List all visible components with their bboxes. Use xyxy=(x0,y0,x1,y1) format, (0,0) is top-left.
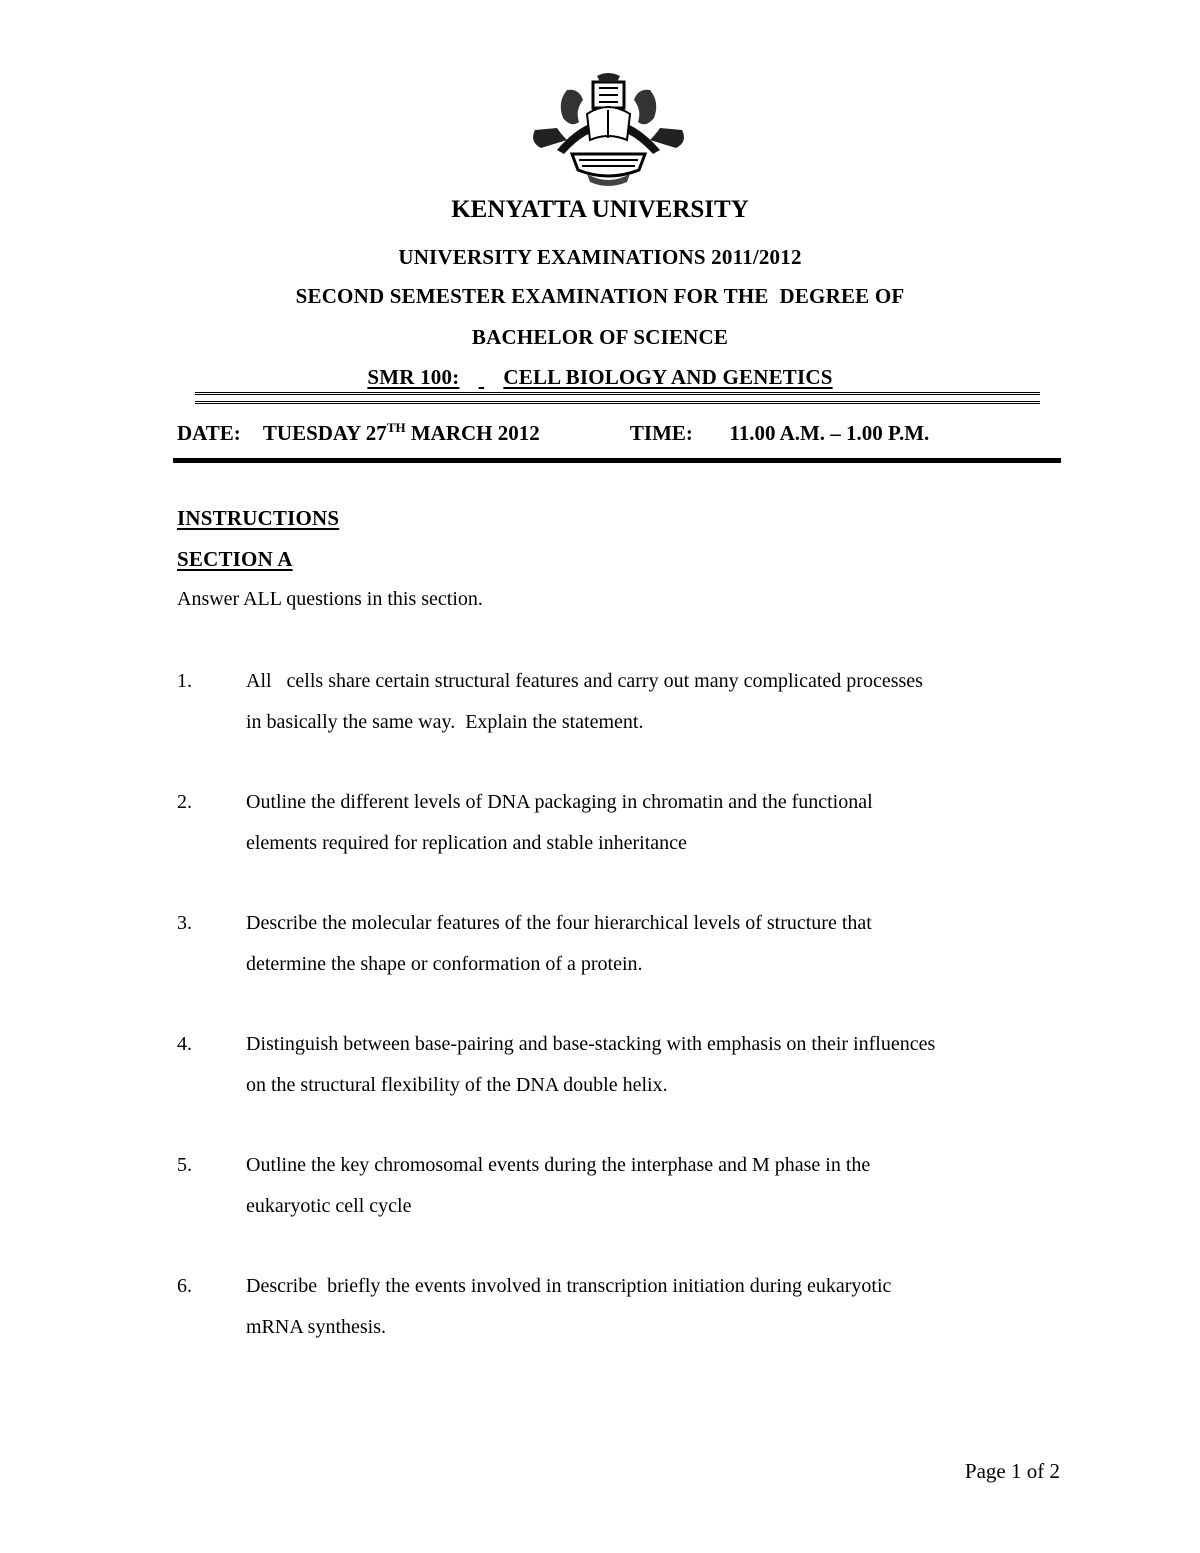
question-line: in basically the same way. Explain the statement. xyxy=(246,711,644,733)
question-line: Outline the different levels of DNA packaging in chromatin and the functional xyxy=(246,791,873,813)
course-line xyxy=(0,365,1200,390)
course-title: CELL BIOLOGY AND GENETICS xyxy=(503,365,833,389)
question-line: mRNA synthesis. xyxy=(246,1316,387,1338)
question-text xyxy=(246,903,1076,985)
university-crest-icon xyxy=(527,70,690,188)
question-number: 4. xyxy=(177,1033,192,1055)
question-line: Outline the key chromosomal events during the interphase and M phase in the xyxy=(246,1154,871,1176)
question-line: Describe briefly the events involved in transcription initiation during eukaryotic xyxy=(246,1275,892,1297)
question-line: elements required for replication and stable inheritance xyxy=(246,832,687,854)
question-line: on the structural flexibility of the DNA double helix. xyxy=(246,1074,668,1096)
question-number: 1. xyxy=(177,670,192,692)
question-number: 3. xyxy=(177,912,192,934)
course-code: SMR 100: xyxy=(367,365,460,389)
question-line: All cells share certain structural features and carry out many complicated processes xyxy=(246,670,923,692)
date-time-line xyxy=(177,420,929,446)
instructions-heading: INSTRUCTIONS xyxy=(177,506,340,530)
degree-line: BACHELOR OF SCIENCE xyxy=(471,325,729,349)
question-number: 6. xyxy=(177,1275,192,1297)
time-value: 11.00 A.M. – 1.00 P.M. xyxy=(729,421,930,445)
separator-line xyxy=(195,392,1040,404)
date-value: TUESDAY 27TH MARCH 2012 xyxy=(262,420,540,445)
page-number: Page 1 of 2 xyxy=(964,1459,1060,1483)
semester-line: SECOND SEMESTER EXAMINATION FOR THE DEGREE OF xyxy=(295,284,905,308)
header-rule xyxy=(173,458,1061,463)
exams-line: UNIVERSITY EXAMINATIONS 2011/2012 xyxy=(398,245,802,269)
instructions-note: Answer ALL questions in this section. xyxy=(177,588,483,610)
question-line: determine the shape or conformation of a protein. xyxy=(246,953,643,975)
question-text xyxy=(246,1266,1076,1348)
question-text xyxy=(246,1024,1076,1106)
question-text xyxy=(246,661,1076,743)
question-text xyxy=(246,782,1076,864)
university-name: KENYATTA UNIVERSITY xyxy=(451,196,749,223)
question-line: Distinguish between base-pairing and base-stacking with emphasis on their influences xyxy=(246,1033,936,1055)
question-line: eukaryotic cell cycle xyxy=(246,1195,412,1217)
time-label: TIME: xyxy=(629,421,693,445)
question-text xyxy=(246,1145,1076,1227)
date-label: DATE: xyxy=(177,421,241,445)
question-number: 5. xyxy=(177,1154,192,1176)
question-number: 2. xyxy=(177,791,192,813)
question-line: Describe the molecular features of the four hierarchical levels of structure that xyxy=(246,912,872,934)
section-heading: SECTION A xyxy=(177,547,293,571)
